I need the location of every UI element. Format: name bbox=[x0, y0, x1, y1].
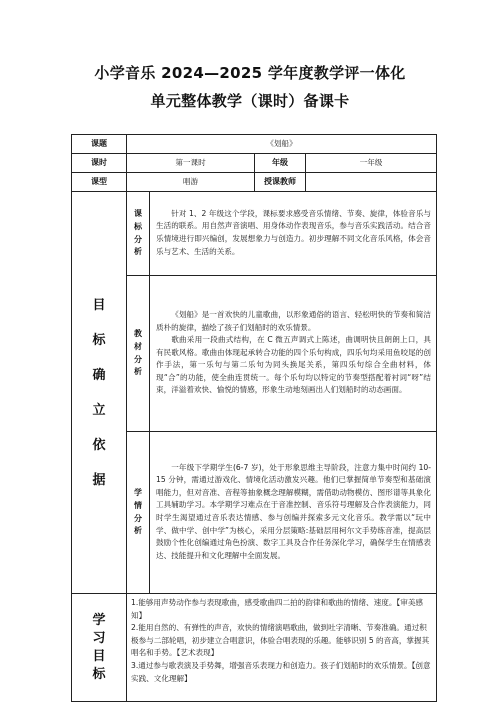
material-label: 教 材 分 析 bbox=[127, 276, 150, 432]
grade-label: 年级 bbox=[255, 154, 306, 173]
objective-item-3: 3.通过参与歌表演及手势舞，增强音乐表现力和创造力。孩子们划船时的欢乐情景。【创意实践、文化理解】 bbox=[131, 660, 431, 683]
students-text: 一年级下学期学生(6-7 岁)，处于形象思维主导阶段，注意力集中时间约 10-15 分钟，需通过游戏化、情境化活动激发兴趣。他们已掌握简单节奏型和基础演唱能力，但对音准、音程等抽象概念理解模糊，需借助动物模仿、图形谱等具象化工具辅助学习。本学期学习难点在于音准控制、音乐符号理解及合作表演能力，同时学生渴望通过音乐表达情感、参与创编并探索多元文化音乐。教学需以“玩中学、做中学、创中学”为核心，采用分层策略:基础层用柯尔文手势练音准，提高层鼓励个性化创编通过角色扮演、数字工具及合作任务深化学习，确保学生在情感表达、技能提升和文化理解中全面发展。 bbox=[150, 432, 437, 594]
objective-item-1: 1.能够用声势动作参与表现歌曲，感受歌曲四二拍的韵律和歌曲的情绪、速度。【审美感知】 bbox=[131, 598, 424, 620]
period-value: 第一课时 bbox=[127, 154, 255, 173]
curriculum-text: 针对 1、2 年级这个学段，课标要求感受音乐情绪、节奏、旋律，体验音乐与生活的联系。用自然声音演唱、用身体动作表现音乐，参与音乐实践活动。结合音乐情境进行即兴编创，发展想象力与创造力。初步理解不同文化音乐风格，体会音乐与艺术、生活的关系。 bbox=[150, 192, 437, 276]
teacher-value bbox=[306, 173, 437, 192]
row-students bbox=[72, 432, 437, 594]
row-topic bbox=[72, 135, 437, 154]
row-curriculum bbox=[72, 192, 437, 276]
material-text: 《划船》是一首欢快的儿童歌曲，以形象通俗的语言、轻松明快的节奏和简洁质朴的旋律，描绘了孩子们划船时的欢乐情景。 歌曲采用一段曲式结构，在 C 微五声调式上陈述，曲调明快且朗朗上口，具有民歌风格。歌曲由体现起承转合功能的四个乐句构成，四乐句均采用鱼咬尾的创作手法，第一乐句与第二乐句为同头换尾关系，第四乐句综合全曲材料，体现“合”的功能，使全曲连贯统一。每个乐句均以特定的节奏型搭配着衬词“呀”结束，洋溢着欢快、愉悦的情感，形象生动地刻画出人们划船时的动态画面。 bbox=[150, 276, 437, 432]
objectives-label: 学 习 目 标 bbox=[72, 594, 127, 702]
students-label: 学 情 分 析 bbox=[127, 432, 150, 594]
row-period bbox=[72, 154, 437, 173]
teacher-label: 授课教师 bbox=[255, 173, 306, 192]
grade-value: 一年级 bbox=[306, 154, 437, 173]
type-label: 课型 bbox=[72, 173, 127, 192]
curriculum-label: 课 标 分 析 bbox=[127, 192, 150, 276]
row-objectives bbox=[72, 594, 437, 702]
basis-label: 目 标 确 立 依 据 bbox=[72, 192, 127, 594]
period-label: 课时 bbox=[72, 154, 127, 173]
objective-item-2: 2.能用自然的、有弹性的声音，欢快的情绪演唱歌曲，做到吐字清晰、节奏准确。通过积极参与二部轮唱，初步建立合唱意识，体验合唱表现的乐趣。能够识别 5 的音高，掌握其唱名和手势。【艺术表现】 bbox=[131, 623, 430, 658]
lesson-plan-table bbox=[71, 134, 437, 702]
page-title-line1: 小学音乐 2024—2025 学年度教学评一体化 bbox=[94, 64, 406, 82]
row-type bbox=[72, 173, 437, 192]
page-title-line2: 单元整体教学（课时）备课卡 bbox=[150, 92, 350, 110]
topic-value: 《划船》 bbox=[127, 135, 437, 154]
row-material bbox=[72, 276, 437, 432]
type-value: 唱游 bbox=[127, 173, 255, 192]
topic-label: 课题 bbox=[72, 135, 127, 154]
objectives-list bbox=[127, 594, 437, 702]
